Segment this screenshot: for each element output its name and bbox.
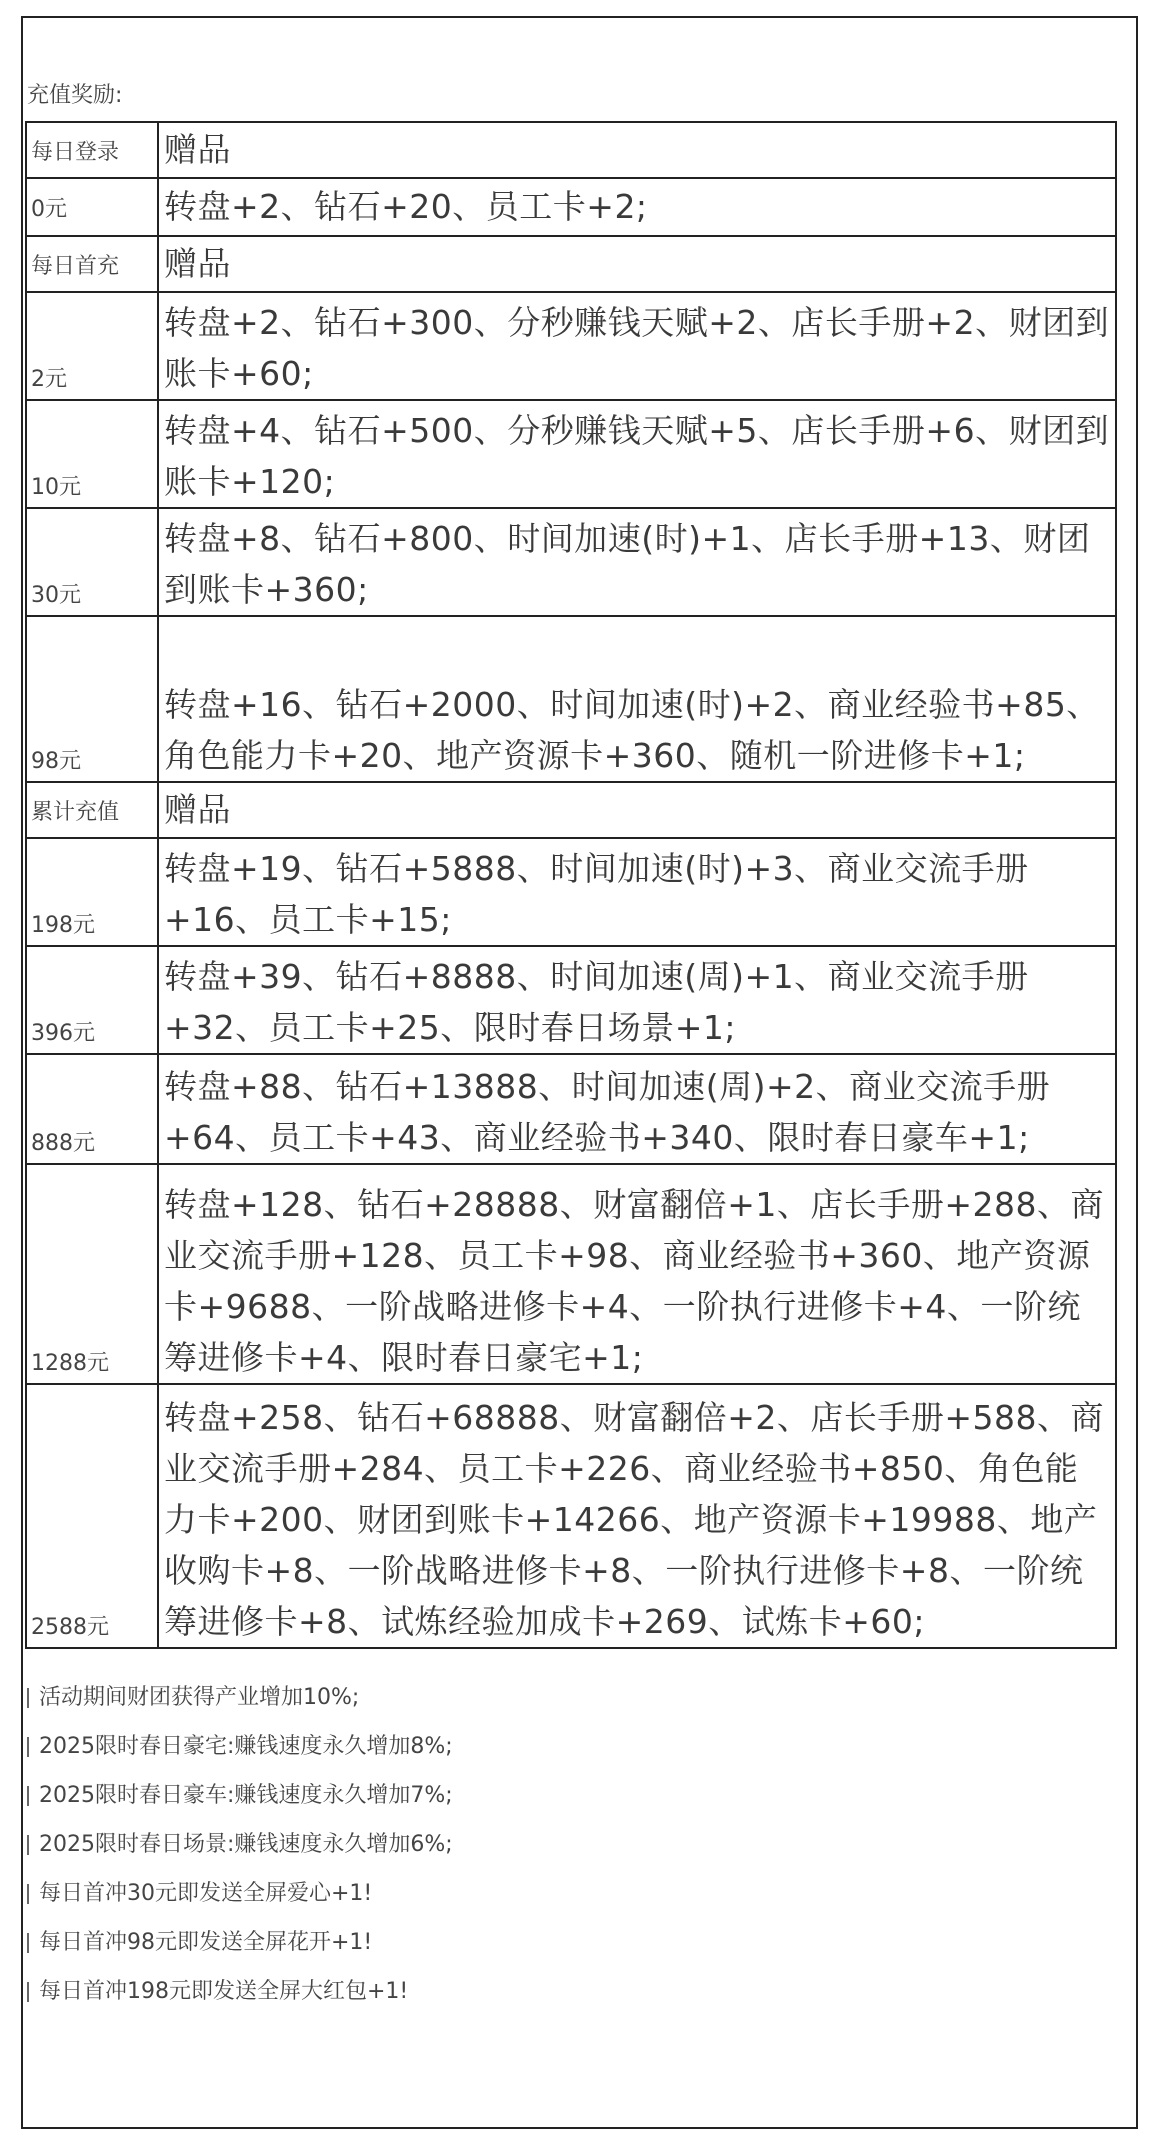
table-row <box>26 946 1116 1054</box>
table-row <box>26 1384 1116 1648</box>
list-item <box>27 1829 453 1878</box>
bullet-bar-icon <box>27 1933 29 1953</box>
amount-cell: 2元 <box>26 292 158 400</box>
gift-cell: 转盘+2、钻石+300、分秒赚钱天赋+2、店长手册+2、财团到账卡+60; <box>158 292 1116 400</box>
list-item <box>27 1927 453 1976</box>
note-text: 2025限时春日豪车:赚钱速度永久增加7%; <box>39 1783 453 1808</box>
gift-column-header: 赠品 <box>158 236 1116 292</box>
section-title: 每日首充 <box>26 236 158 292</box>
amount-cell: 30元 <box>26 508 158 616</box>
list-item <box>27 1780 453 1829</box>
table-row <box>26 616 1116 782</box>
gift-column-header: 赠品 <box>158 122 1116 178</box>
table-row <box>26 1164 1116 1384</box>
amount-cell: 396元 <box>26 946 158 1054</box>
note-text: 每日首冲98元即发送全屏花开+1! <box>39 1930 373 1955</box>
table-row <box>26 400 1116 508</box>
section-title: 每日登录 <box>26 122 158 178</box>
bullet-bar-icon <box>27 1884 29 1904</box>
notes-list <box>27 1682 453 2025</box>
document-frame <box>21 16 1138 2129</box>
amount-cell: 10元 <box>26 400 158 508</box>
bullet-bar-icon <box>27 1688 29 1708</box>
gift-cell: 转盘+2、钻石+20、员工卡+2; <box>158 178 1116 236</box>
note-text: 每日首冲198元即发送全屏大红包+1! <box>39 1979 409 2004</box>
gift-cell: 转盘+258、钻石+68888、财富翻倍+2、店长手册+588、商业交流手册+284、员工卡+226、商业经验书+850、角色能力卡+200、财团到账卡+14266、地产资源卡+19988、地产收购卡+8、一阶战略进修卡+8、一阶执行进修卡+8、一阶统筹进修卡+8、试炼经验加成卡+269、试炼卡+60; <box>158 1384 1116 1648</box>
bullet-bar-icon <box>27 1786 29 1806</box>
amount-cell: 198元 <box>26 838 158 946</box>
gift-cell: 转盘+39、钻石+8888、时间加速(周)+1、商业交流手册+32、员工卡+25、限时春日场景+1; <box>158 946 1116 1054</box>
amount-cell: 2588元 <box>26 1384 158 1648</box>
table-row <box>26 838 1116 946</box>
bullet-bar-icon <box>27 1737 29 1757</box>
amount-cell: 1288元 <box>26 1164 158 1384</box>
amount-cell: 98元 <box>26 616 158 782</box>
section-header-row <box>26 122 1116 178</box>
section-header-row <box>26 236 1116 292</box>
table-row <box>26 1054 1116 1164</box>
list-item <box>27 1731 453 1780</box>
note-text: 2025限时春日豪宅:赚钱速度永久增加8%; <box>39 1734 453 1759</box>
gift-cell: 转盘+4、钻石+500、分秒赚钱天赋+5、店长手册+6、财团到账卡+120; <box>158 400 1116 508</box>
list-item <box>27 1682 453 1731</box>
section-title: 累计充值 <box>26 782 158 838</box>
note-text: 2025限时春日场景:赚钱速度永久增加6%; <box>39 1832 453 1857</box>
gift-cell: 转盘+8、钻石+800、时间加速(时)+1、店长手册+13、财团到账卡+360; <box>158 508 1116 616</box>
gift-cell: 转盘+128、钻石+28888、财富翻倍+1、店长手册+288、商业交流手册+128、员工卡+98、商业经验书+360、地产资源卡+9688、一阶战略进修卡+4、一阶执行进修卡+4、一阶统筹进修卡+4、限时春日豪宅+1; <box>158 1164 1116 1384</box>
section-header-row <box>26 782 1116 838</box>
page-heading: 充值奖励: <box>27 83 123 108</box>
gift-cell: 转盘+16、钻石+2000、时间加速(时)+2、商业经验书+85、角色能力卡+20、地产资源卡+360、随机一阶进修卡+1; <box>158 616 1116 782</box>
gift-cell: 转盘+88、钻石+13888、时间加速(周)+2、商业交流手册+64、员工卡+43、商业经验书+340、限时春日豪车+1; <box>158 1054 1116 1164</box>
note-text: 每日首冲30元即发送全屏爱心+1! <box>39 1881 373 1906</box>
list-item <box>27 1976 453 2025</box>
note-text: 活动期间财团获得产业增加10%; <box>39 1685 360 1710</box>
gift-column-header: 赠品 <box>158 782 1116 838</box>
amount-cell: 0元 <box>26 178 158 236</box>
bullet-bar-icon <box>27 1982 29 2002</box>
gift-cell: 转盘+19、钻石+5888、时间加速(时)+3、商业交流手册+16、员工卡+15; <box>158 838 1116 946</box>
table-row <box>26 508 1116 616</box>
amount-cell: 888元 <box>26 1054 158 1164</box>
table-row <box>26 292 1116 400</box>
bullet-bar-icon <box>27 1835 29 1855</box>
reward-table <box>25 121 1117 1649</box>
list-item <box>27 1878 453 1927</box>
table-row <box>26 178 1116 236</box>
